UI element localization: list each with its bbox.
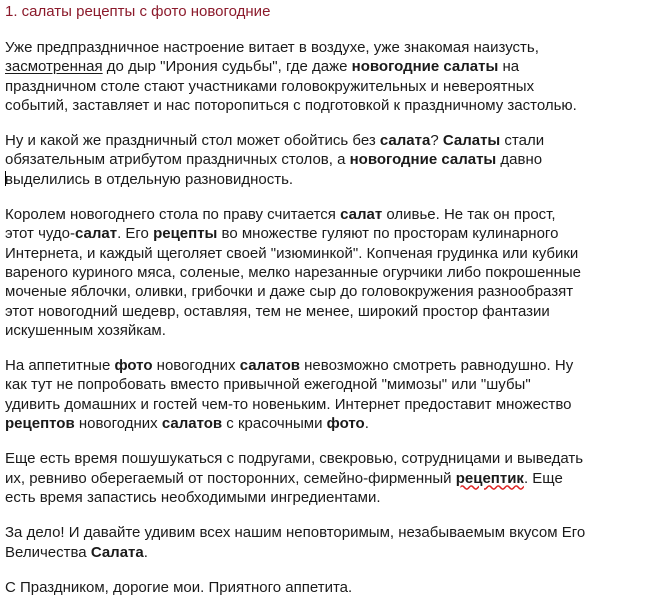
text-run: Величества [5, 543, 91, 561]
bold-keyword: новогодние салаты [349, 151, 497, 169]
bold-keyword: Салата [90, 543, 144, 561]
text-line: С Праздником, дорогие мои. Приятного аппетита. [5, 578, 353, 596]
text-run: На аппетитные [5, 357, 115, 375]
bold-keyword: рецептов [5, 415, 75, 433]
text-line: этот новогодний шедевр, оставляя, тем не менее, широкий простор фантазии [5, 302, 550, 320]
text-run: во множестве гуляют по просторам кулинарного [217, 225, 559, 243]
text-line: За дело! И давайте удивим всех нашим неповторимым, незабываемым вкусом Его [5, 524, 586, 542]
text-line [5, 205, 651, 224]
text-line [5, 543, 651, 562]
paragraph-intro [5, 38, 651, 115]
text-run: . [143, 543, 148, 561]
paragraph-holiday-table [5, 131, 651, 189]
bold-keyword: салатов [161, 415, 223, 433]
text-line [5, 150, 651, 169]
text-line [5, 170, 651, 189]
text-run: на [498, 58, 520, 76]
bold-keyword: Салаты [442, 132, 501, 150]
text-line: моченые яблочки, оливки, грибочки и даже сыр до головокружения разнообразят [5, 283, 574, 301]
text-line: вареного куриного мяса, соленые, мелко нарезанные огурчики либо покрошенные [5, 263, 581, 281]
text-run: оливье. Не так он прост, [382, 206, 556, 224]
bold-keyword: салата [379, 132, 431, 150]
bold-keyword: рецепты [153, 225, 218, 243]
text-run: этот чудо- [5, 225, 75, 243]
text-run: . [364, 415, 369, 433]
bold-keyword: салатов [239, 357, 300, 375]
paragraph-olivier [5, 205, 651, 340]
bold-keyword: салат [340, 206, 383, 224]
text-line [5, 131, 651, 150]
text-run: Ну и какой же праздничный стол может обойтись без [5, 132, 380, 150]
bold-keyword: фото [114, 357, 153, 375]
text-run: их, ревниво оберегаемый от посторонних, семейно-фирменный [5, 469, 456, 487]
text-run: стали [500, 132, 545, 150]
blank-line [5, 562, 651, 578]
text-run: невозможно смотреть равнодушно. Ну [299, 357, 574, 375]
text-line: искушенным хозяйкам. [5, 321, 166, 339]
paragraph-greeting [5, 578, 651, 597]
text-line: событий, заставляет и нас поторопиться с подготовкой к праздничному застолью. [5, 96, 577, 114]
paragraph-photos [5, 356, 651, 433]
text-line: праздничном столе стают участниками головокружительных и невероятных [5, 77, 535, 95]
blank-line [5, 115, 651, 131]
text-run: с красочными [222, 415, 327, 433]
underlined-word: засмотренная [5, 58, 103, 76]
paragraph-call-to-action [5, 523, 651, 562]
bold-keyword-misspelled: рецептик [455, 469, 524, 487]
text-line: Еще есть время пошушукаться с подругами, свекровью, сотрудницами и выведать [5, 450, 584, 468]
text-run: выделились в отдельную разновидность. [5, 170, 294, 188]
text-run: новогодних [74, 415, 162, 433]
text-run: . Еще [523, 469, 563, 487]
text-line [5, 469, 651, 488]
text-line: есть время запастись необходимыми ингредиентами. [5, 488, 381, 506]
text-line [5, 57, 651, 76]
document-title: 1. салаты рецепты с фото новогодние [5, 3, 271, 20]
blank-line [5, 189, 651, 205]
bold-keyword: новогодние салаты [351, 58, 499, 76]
text-line: Интернета, и каждый щеголяет своей "изюминкой". Копченая грудинка или кубики [5, 244, 579, 262]
text-line [5, 414, 651, 433]
text-run: давно [496, 151, 543, 169]
text-line: как тут не попробовать вместо привычной ежегодной "мимозы" или "шубы" [5, 376, 531, 394]
text-run: Королем новогоднего стола по праву считается [5, 206, 341, 224]
bold-keyword: салат [74, 225, 118, 243]
paragraph-friends [5, 449, 651, 507]
blank-line [5, 433, 651, 449]
text-line: Уже предпраздничное настроение витает в воздухе, уже знакомая наизусть, [5, 39, 539, 56]
text-run: . Его [117, 225, 154, 243]
blank-line [5, 340, 651, 356]
blank-line [5, 21, 651, 38]
text-run: обязательным атрибутом праздничных столов, а [5, 151, 350, 169]
text-line [5, 356, 651, 375]
text-run: новогодних [152, 357, 240, 375]
document-body[interactable] [5, 0, 651, 597]
bold-keyword: фото [326, 415, 365, 433]
text-run: ? [430, 132, 443, 150]
text-line [5, 224, 651, 243]
text-line: удивить домашних и гостей чем-то новеньким. Интернет предоставит множество [5, 395, 572, 413]
text-run: до дыр "Ирония судьбы", где даже [102, 58, 352, 76]
blank-line [5, 507, 651, 523]
